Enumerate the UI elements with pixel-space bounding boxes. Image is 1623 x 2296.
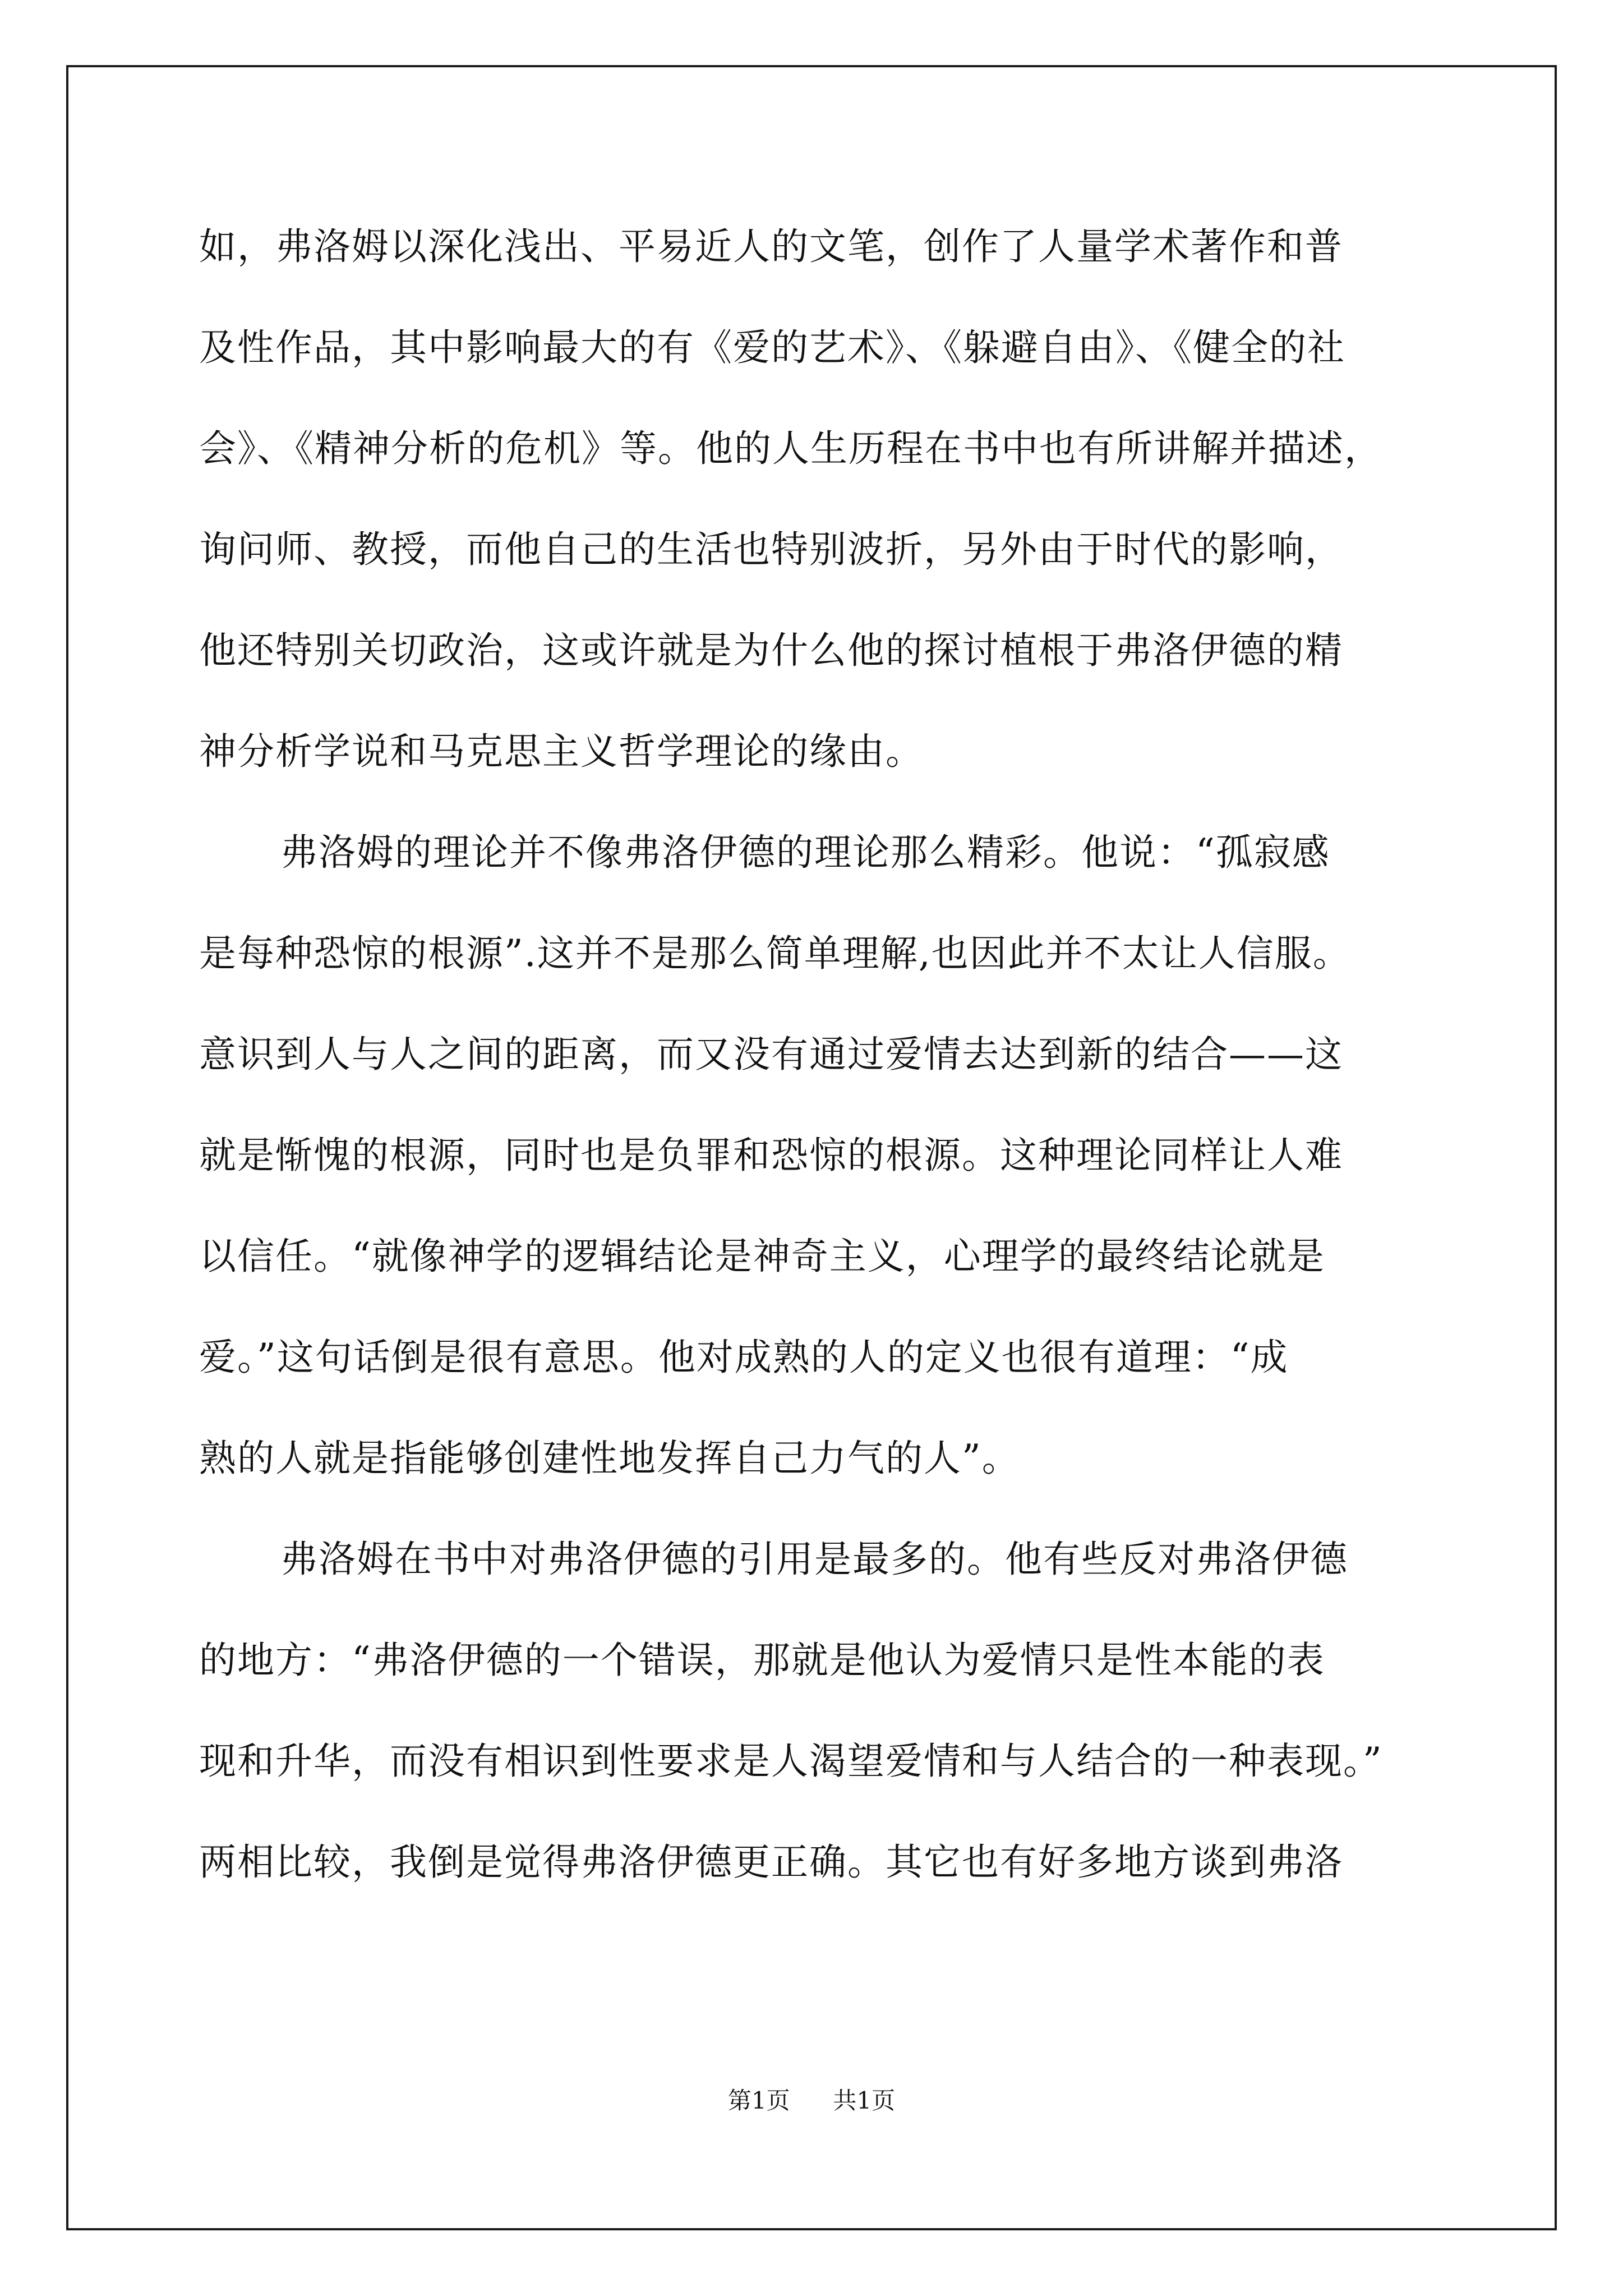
text-line-6: 神分析学说和马克思主义哲学理论的缘由。: [199, 730, 924, 773]
text-line-9: 意识到人与人之间的距离，而又没有通过爱情去达到新的结合——这: [199, 1033, 1343, 1076]
text-line-7: 弗洛姆的理论并不像弗洛伊德的理论那么精彩。他说：“孤寂感: [280, 831, 1330, 874]
page-number-total: 共1页: [833, 2087, 896, 2114]
text-line-10: 就是惭愧的根源，同时也是负罪和恐惊的根源。这种理论同样让人难: [199, 1134, 1343, 1177]
text-line-16: 现和升华，而没有相识到性要求是人渴望爱情和与人结合的一种表现。”: [199, 1740, 1383, 1783]
text-line-11: 以信任。“就像神学的逻辑结论是神奇主义，心理学的最终结论就是: [199, 1235, 1325, 1278]
text-line-4: 询问师、教授，而他自己的生活也特别波折，另外由于时代的影响，: [199, 528, 1343, 571]
text-line-17: 两相比较，我倒是觉得弗洛伊德更正确。其它也有好多地方谈到弗洛: [199, 1841, 1343, 1884]
page-number-current: 第1页: [727, 2087, 790, 2114]
text-line-14: 弗洛姆在书中对弗洛伊德的引用是最多的。他有些反对弗洛伊德: [280, 1538, 1348, 1581]
text-line-15: 的地方：“弗洛伊德的一个错误，那就是他认为爱情只是性本能的表: [199, 1639, 1325, 1682]
text-line-1: 如，弗洛姆以深化浅出、平易近人的文笔，创作了人量学术著作和普: [199, 225, 1343, 268]
text-line-3: 会》、《精神分析的危机》等。他的人生历程在书中也有所讲解并描述，: [199, 427, 1382, 470]
page-footer: [0, 2084, 1623, 2118]
text-line-13: 熟的人就是指能够创建性地发挥自己力气的人”。: [199, 1437, 1020, 1480]
text-line-5: 他还特别关切政治，这或许就是为什么他的探讨植根于弗洛伊德的精: [199, 629, 1343, 672]
text-line-8: 是每种恐惊的根源”.这并不是那么简单理解,也因此并不太让人信服。: [199, 932, 1351, 975]
text-line-12: 爱。”这句话倒是很有意思。他对成熟的人的定义也很有道理：“成: [199, 1336, 1289, 1379]
text-line-2: 及性作品，其中影响最大的有《爱的艺术》、《躲避自由》、《健全的社: [199, 326, 1345, 369]
